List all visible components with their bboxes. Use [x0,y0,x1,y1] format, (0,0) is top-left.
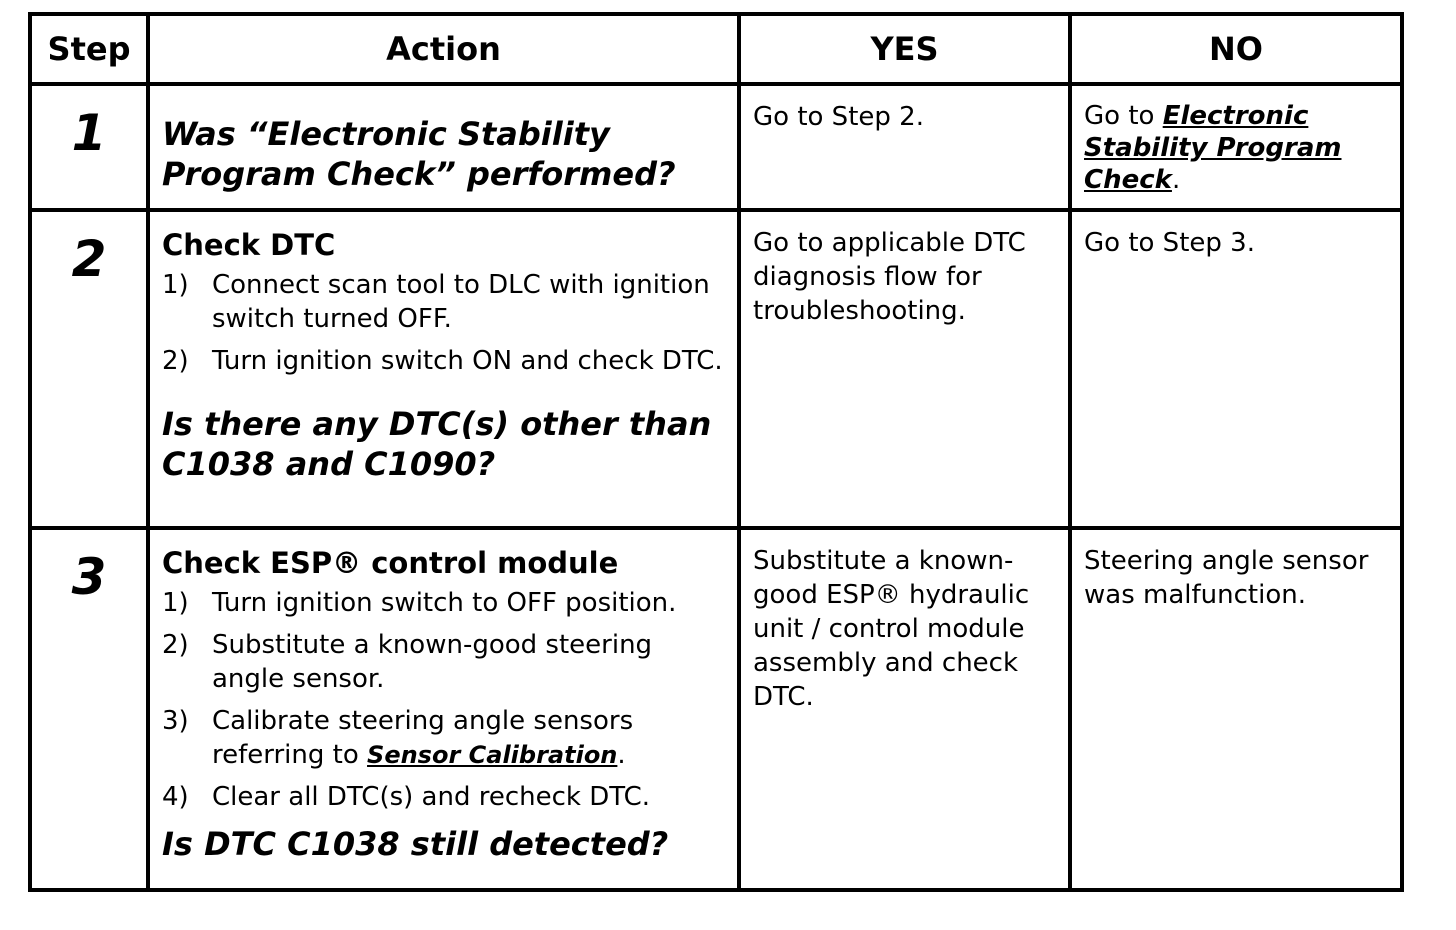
list-item [162,344,727,378]
header-step: Step [30,14,148,84]
sensor-calibration-link[interactable]: Sensor Calibration [367,741,618,769]
yes-text: Go to Step 2. [753,102,924,132]
action-cell [148,210,739,528]
action-cell [148,528,739,890]
action-cell [148,84,739,210]
item-text-suffix: . [617,740,626,770]
step-cell [30,84,148,210]
no-text: Go to Step 3. [1084,228,1255,258]
item-number: 2) [162,346,189,376]
header-yes: YES [739,14,1070,84]
item-text-prefix: Calibrate steering angle sensors referring to [212,706,634,770]
yes-cell [739,84,1070,210]
procedure-list [162,586,727,814]
action-question: Was “Electronic Stability Program Check” performed? [162,115,676,193]
electronic-stability-program-check-link[interactable]: Electronic Stability Program Check [1084,101,1342,195]
list-item [162,628,727,696]
item-text: Connect scan tool to DLC with ignition switch turned OFF. [212,270,710,334]
header-no: NO [1070,14,1402,84]
item-number: 2) [162,630,189,660]
list-item [162,586,727,620]
list-item [162,704,727,772]
step-cell [30,528,148,890]
item-number: 1) [162,270,189,300]
table-row [30,210,1402,528]
action-title: Check DTC [162,228,336,262]
yes-text: Go to applicable DTC diagnosis flow for troubleshooting. [753,228,1026,326]
step-number: 1 [71,104,107,162]
no-cell [1070,210,1402,528]
step-number: 3 [71,548,107,606]
action-question: Is there any DTC(s) other than C1038 and C1090? [162,405,712,483]
yes-text: Substitute a known-good ESP® hydraulic unit / control module assembly and check DTC. [753,546,1030,712]
no-text-suffix: . [1171,165,1181,195]
diagnosis-table [28,12,1404,892]
item-text [212,704,727,772]
header-action: Action [148,14,739,84]
table-row [30,528,1402,890]
list-item [162,268,727,336]
item-text: Substitute a known-good steering angle sensor. [212,630,653,694]
action-question: Is DTC C1038 still detected? [162,825,669,863]
no-text-prefix: Go to [1084,101,1163,131]
no-cell [1070,84,1402,210]
procedure-list [162,268,727,378]
step-number: 2 [71,230,107,288]
header-row [30,14,1402,84]
list-item [162,780,727,814]
no-cell [1070,528,1402,890]
item-number: 4) [162,782,189,812]
yes-cell [739,210,1070,528]
no-text: Steering angle sensor was malfunction. [1084,546,1369,610]
item-text: Turn ignition switch ON and check DTC. [212,346,723,376]
item-text: Turn ignition switch to OFF position. [212,588,677,618]
item-number: 3) [162,706,189,736]
table-row [30,84,1402,210]
item-number: 1) [162,588,189,618]
yes-cell [739,528,1070,890]
item-text: Clear all DTC(s) and recheck DTC. [212,782,651,812]
step-cell [30,210,148,528]
action-title: Check ESP® control module [162,546,619,580]
